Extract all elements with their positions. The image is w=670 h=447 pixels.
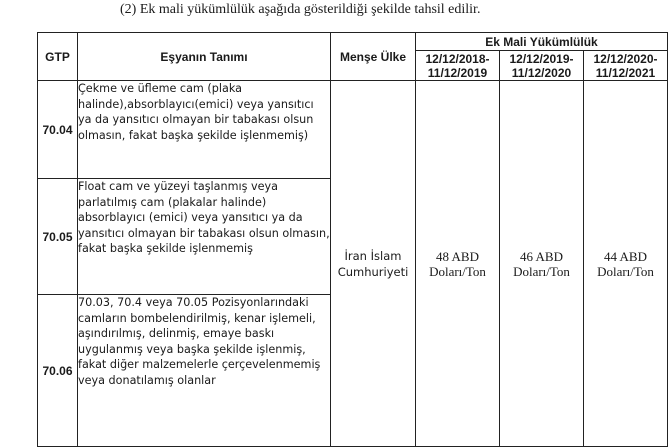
obligation-header: Ek Mali Yükümlülük: [416, 33, 668, 51]
goods-description: 70.03, 70.4 veya 70.05 Pozisyonlarındaki camların bombelendirilmiş, kenar işlemeli, aşındırılmış, delinmiş, emaye baskı uygulanmış veya başka şekilde işlenmiş, fakat diğer malzemelerle çerçevelenmemiş veya donatılamış olanlar: [78, 295, 331, 447]
period-header-2019: 12/12/2019- 11/12/2020: [500, 51, 584, 81]
gtp-code: 70.06: [38, 295, 78, 447]
origin-country: İran İslam Cumhuriyeti: [331, 81, 416, 447]
goods-description: Çekme ve üfleme cam (plaka halinde),absorblayıcı(emici) veya yansıtıcı ya da yansıtıcı olmayan bir tabakası olsun olmasın, fakat başka şekilde işlenmemiş): [78, 81, 331, 179]
duty-2020: 44 ABD Doları/Ton: [584, 81, 668, 447]
period-header-2018: 12/12/2018- 11/12/2019: [416, 51, 500, 81]
intro-paragraph: (2) Ek mali yükümlülük aşağıda gösterildiği şekilde tahsil edilir.: [120, 2, 481, 17]
origin-header: Menşe Ülke: [331, 33, 416, 81]
period-header-2020: 12/12/2020- 11/12/2021: [584, 51, 668, 81]
duty-table: [37, 32, 668, 447]
header-row: [38, 33, 668, 51]
duty-2018: 48 ABD Doları/Ton: [416, 81, 500, 447]
goods-description: Float cam ve yüzeyi taşlanmış veya parlatılmış cam (plakalar halinde) absorblayıcı (emici) veya yansıtıcı ya da yansıtıcı olmayan bir tabakası olsun olmasın, fakat başka şekilde işlenmemiş: [78, 179, 331, 295]
gtp-code: 70.05: [38, 179, 78, 295]
gtp-code: 70.04: [38, 81, 78, 179]
table-row: [38, 81, 668, 179]
duty-2019: 46 ABD Doları/Ton: [500, 81, 584, 447]
description-header: Eşyanın Tanımı: [78, 33, 331, 81]
gtp-header: GTP: [38, 33, 78, 81]
